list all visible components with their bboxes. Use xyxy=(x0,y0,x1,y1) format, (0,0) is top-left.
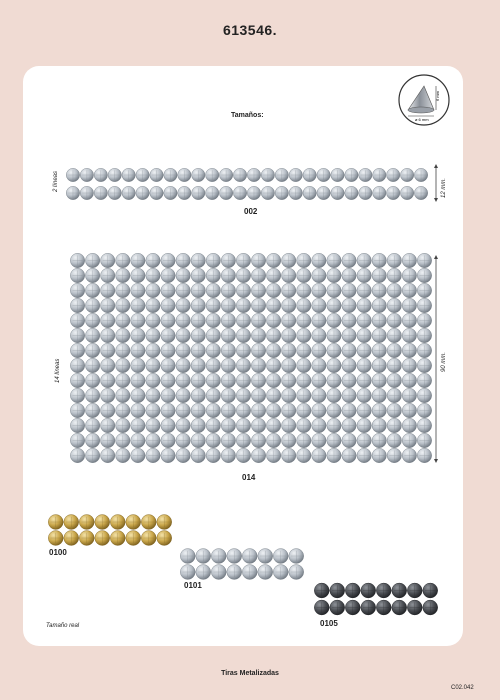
height-label-002: 12 mm. xyxy=(441,177,447,198)
strip-0101 xyxy=(180,548,304,580)
real-size-note: Tamaño real xyxy=(46,623,80,629)
cone-stud-diameter-height-icon xyxy=(398,74,450,126)
height-arrow-002 xyxy=(432,163,440,203)
code-014: 014 xyxy=(242,473,256,482)
code-0100: 0100 xyxy=(49,548,67,557)
lines-label-002: 2 líneas xyxy=(53,170,59,192)
product-name: Tiras Metalizadas xyxy=(221,670,279,677)
page-title: 613546. xyxy=(222,22,278,38)
height-arrow-014 xyxy=(432,254,440,464)
code-0105: 0105 xyxy=(320,619,338,628)
height-label-014: 90 mm. xyxy=(441,351,447,372)
sizes-label: Tamaños: xyxy=(231,112,264,119)
strip-0100 xyxy=(48,514,172,546)
strip-0105 xyxy=(314,582,438,616)
strip-002 xyxy=(66,166,428,202)
cone-height-label: 6 mm xyxy=(435,91,440,101)
lines-label-014: 14 líneas xyxy=(55,358,61,383)
code-002: 002 xyxy=(244,207,258,216)
code-0101: 0101 xyxy=(184,581,202,590)
strip-014 xyxy=(70,253,432,463)
cone-diameter-label: ø 6 mm xyxy=(415,117,429,122)
page-code: C02.042 xyxy=(451,685,474,691)
